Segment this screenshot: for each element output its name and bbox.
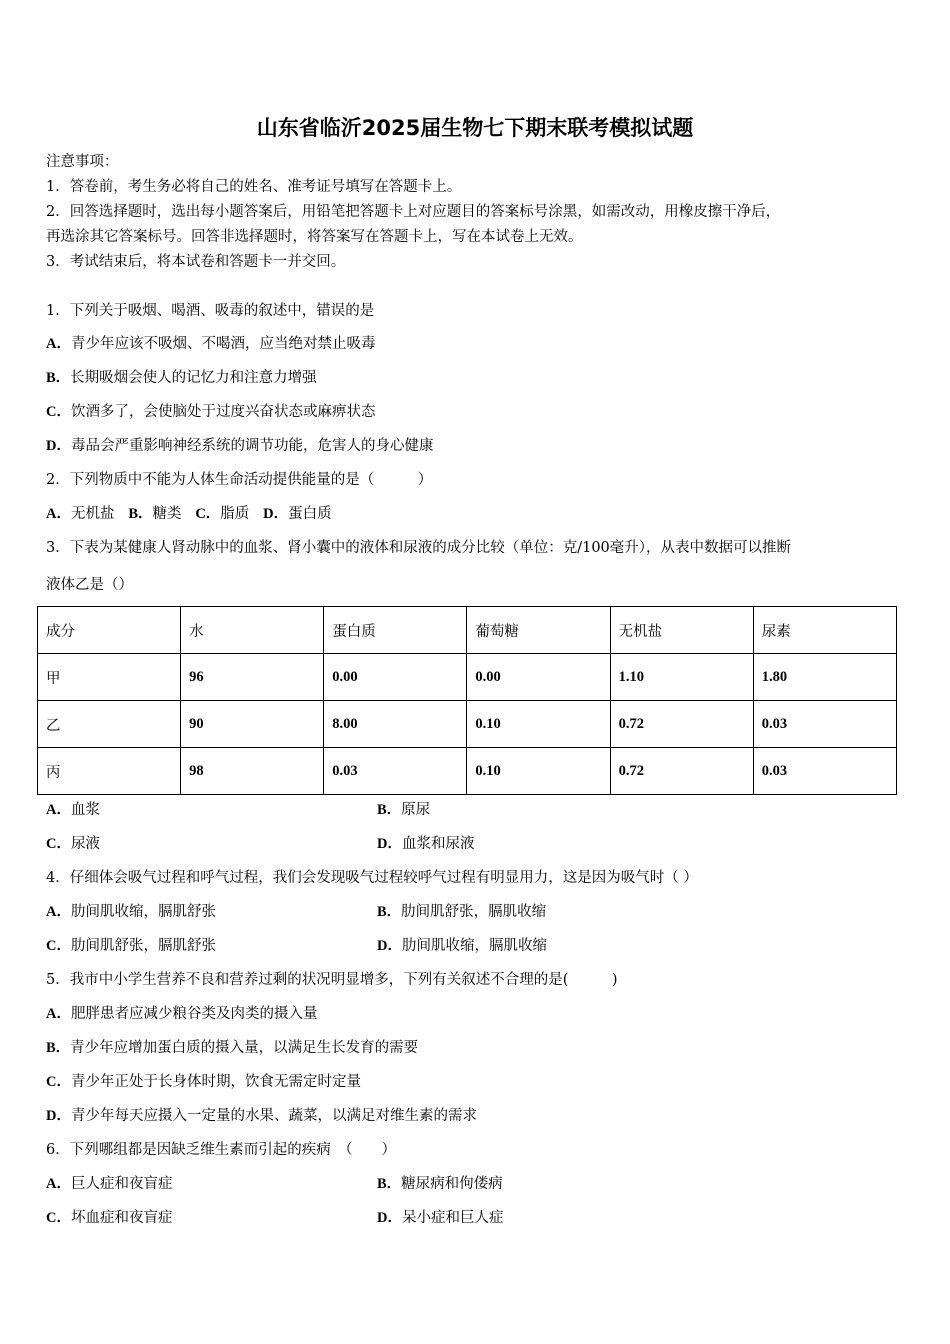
q6-option-a-label: A． [46,1176,71,1192]
table-cell: 1.80 [753,654,896,701]
table-header-cell: 葡萄糖 [467,607,610,654]
q5-option-a-text: 肥胖患者应减少粮谷类及肉类的摄入量 [70,1006,318,1022]
q2-option-c-label: C． [195,506,221,522]
q2-option-d-text: 蛋白质 [288,506,332,522]
q4-option-d-label: D． [377,938,402,954]
q2-option-c-text: 脂质 [220,506,250,522]
q4-option-b[interactable] [377,902,546,922]
q2-stem: 2．下列物质中不能为人体生命活动提供能量的是（ ） [46,472,433,488]
q1-option-b[interactable] [46,368,317,388]
q4-option-a[interactable] [46,902,216,922]
q5-option-c-text: 青少年正处于长身体时期，饮食无需定时定量 [70,1074,361,1090]
q2-option-d[interactable] [263,506,331,522]
table-header-cell: 无机盐 [610,607,753,654]
q1-option-a-label: A． [46,336,71,352]
q5-option-a-label: A． [46,1006,71,1022]
q6-option-d[interactable] [377,1208,503,1228]
q6-option-a[interactable] [46,1174,172,1194]
table-row-label: 甲 [38,654,181,701]
q3-option-b-label: B． [377,802,402,818]
q5-option-d-label: D． [46,1108,71,1124]
q6-option-b[interactable] [377,1174,503,1194]
q5-option-b[interactable] [46,1038,418,1058]
q5-option-b-label: B． [46,1040,71,1056]
q3-stem-cont: 液体乙是（） [46,577,133,593]
q1-option-c-label: C． [46,404,71,420]
table-cell: 0.03 [324,748,467,795]
table-header-cell: 蛋白质 [324,607,467,654]
table-cell: 0.03 [753,701,896,748]
table-cell: 8.00 [324,701,467,748]
page-title: 山东省临沂2025届生物七下期末联考模拟试题 [256,116,694,140]
q4-option-c-text: 肋间肌舒张，膈肌舒张 [70,938,216,954]
q1-option-d-text: 毒品会严重影响神经系统的调节功能，危害人的身心健康 [70,438,434,454]
q4-option-b-text: 肋间肌舒张，膈肌收缩 [401,904,547,920]
q3-option-d[interactable] [377,834,474,854]
q2-option-a-text: 无机盐 [70,506,115,522]
kidney-comparison-table [37,606,897,795]
q4-option-d-text: 肋间肌收缩，膈肌收缩 [401,938,547,954]
q5-option-d-text: 青少年每天应摄入一定量的水果、蔬菜，以满足对维生素的需求 [70,1108,477,1124]
q6-option-c[interactable] [46,1208,172,1228]
q6-option-b-text: 糖尿病和佝偻病 [401,1176,503,1192]
q3-option-a-label: A． [46,802,71,818]
q2-option-b-text: 糖类 [152,506,182,522]
table-row [38,701,897,748]
q5-option-d[interactable] [46,1106,477,1126]
table-row [38,654,897,701]
q1-option-d[interactable] [46,436,433,456]
table-header-cell: 尿素 [753,607,896,654]
q3-option-c-text: 尿液 [70,836,100,852]
table-cell: 0.10 [467,701,610,748]
q3-option-c[interactable] [46,834,100,854]
q2-option-b[interactable] [128,506,181,522]
q1-option-b-text: 长期吸烟会使人的记忆力和注意力增强 [70,370,317,386]
q6-stem: 6．下列哪组都是因缺乏维生素而引起的疾病 （ ） [46,1142,396,1158]
table-cell: 0.00 [324,654,467,701]
table-row [38,748,897,795]
table-cell: 0.72 [610,701,753,748]
q1-option-d-label: D． [46,438,71,454]
q5-stem: 5．我市中小学生营养不良和营养过剩的状况明显增多，下列有关叙述不合理的是( ) [46,972,618,988]
q1-option-a-text: 青少年应该不吸烟、不喝酒，应当绝对禁止吸毒 [70,336,376,352]
q2-option-a-label: A． [46,506,71,522]
table-cell: 96 [181,654,324,701]
notice-item-3: 3．考试结束后，将本试卷和答题卡一并交回。 [46,254,346,270]
notice-item-2-cont: 再选涂其它答案标号。回答非选择题时，将答案写在答题卡上，写在本试卷上无效。 [46,229,583,245]
q4-option-a-label: A． [46,904,71,920]
table-cell: 98 [181,748,324,795]
q5-option-c-label: C． [46,1074,71,1090]
q4-option-c-label: C． [46,938,71,954]
table-header-row [38,607,897,654]
q4-option-a-text: 肋间肌收缩，膈肌舒张 [70,904,216,920]
q3-option-a-text: 血浆 [70,802,100,818]
q5-option-b-text: 青少年应增加蛋白质的摄入量，以满足生长发育的需要 [70,1040,419,1056]
q1-option-b-label: B． [46,370,71,386]
q1-stem: 1．下列关于吸烟、喝酒、吸毒的叙述中，错误的是 [46,303,375,319]
q3-option-d-label: D． [377,836,402,852]
q1-option-a[interactable] [46,334,375,354]
q3-option-c-label: C． [46,836,71,852]
q4-stem: 4．仔细体会吸气过程和呼气过程，我们会发现吸气过程较呼气过程有明显用力，这是因为吸气时（ ） [46,870,698,886]
q4-option-b-label: B． [377,904,402,920]
q3-option-b[interactable] [377,800,430,820]
q6-option-b-label: B． [377,1176,402,1192]
q3-option-b-text: 原尿 [401,802,431,818]
q2-options [46,504,332,524]
q2-option-d-label: D． [263,506,289,522]
notice-item-1: 1．答卷前，考生务必将自己的姓名、准考证号填写在答题卡上。 [46,179,462,195]
q4-option-d[interactable] [377,936,547,956]
q5-option-c[interactable] [46,1072,361,1092]
table-cell: 0.03 [753,748,896,795]
q2-option-a[interactable] [46,506,114,522]
q6-option-c-label: C． [46,1210,71,1226]
notice-item-2: 2．回答选择题时，选出每小题答案后，用铅笔把答题卡上对应题目的答案标号涂黑，如需改动，用橡皮擦干净后， [46,204,781,220]
q6-option-d-text: 呆小症和巨人症 [401,1210,504,1226]
q6-option-c-text: 坏血症和夜盲症 [70,1210,173,1226]
q6-option-a-text: 巨人症和夜盲症 [70,1176,173,1192]
q4-option-c[interactable] [46,936,216,956]
q6-option-d-label: D． [377,1210,402,1226]
q1-option-c-text: 饮酒多了，会使脑处于过度兴奋状态或麻痹状态 [70,404,376,420]
table-cell: 90 [181,701,324,748]
table-cell: 0.00 [467,654,610,701]
q5-option-a[interactable] [46,1004,317,1024]
q3-option-d-text: 血浆和尿液 [401,836,475,852]
table-header-cell: 成分 [38,607,181,654]
table-row-label: 丙 [38,748,181,795]
notice-heading: 注意事项： [46,154,119,170]
q2-option-b-label: B． [128,506,153,522]
table-cell: 0.10 [467,748,610,795]
table-row-label: 乙 [38,701,181,748]
q3-stem: 3．下表为某健康人肾动脉中的血浆、肾小囊中的液体和尿液的成分比较（单位：克/100毫升），从表中数据可以推断 [46,540,792,556]
table-cell: 0.72 [610,748,753,795]
q2-option-c[interactable] [195,506,249,522]
q1-option-c[interactable] [46,402,375,422]
table-header-cell: 水 [181,607,324,654]
q3-option-a[interactable] [46,800,100,820]
table-cell: 1.10 [610,654,753,701]
